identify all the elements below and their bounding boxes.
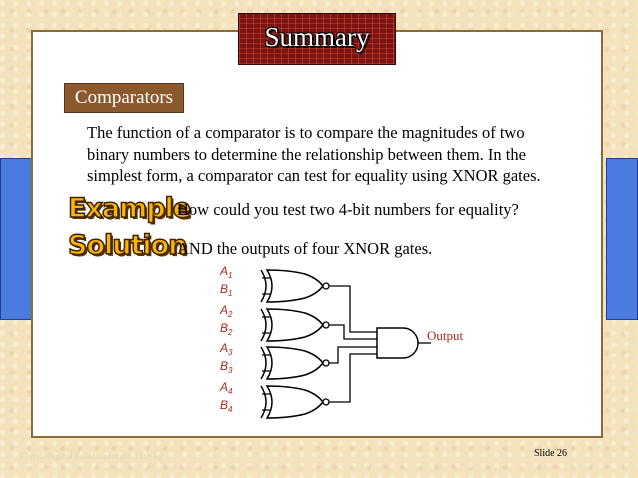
left-decor-bar [0, 158, 32, 320]
input-label-b: $B_1$ [220, 282, 233, 298]
body-line: simplest form, a comparator can test for equality using XNOR gates. [87, 166, 541, 185]
input-label-a: $A_2$ [220, 303, 233, 319]
example-badge: Example [68, 193, 191, 224]
xnor-output-bubble [323, 322, 329, 328]
input-label-b: $B_2$ [220, 321, 233, 337]
right-decor-bar [606, 158, 638, 320]
solution-answer: AND the outputs of four XNOR gates. [177, 239, 433, 258]
body-line: binary numbers to determine the relationship between them. In the [87, 144, 526, 164]
xnor-output-bubble [323, 283, 329, 289]
xnor-gate [267, 309, 323, 341]
section-tag: Comparators [64, 83, 184, 113]
input-label-b: $B_4$ [220, 398, 233, 414]
body-line: The function of a comparator is to compare the magnitudes of two [87, 123, 525, 142]
body-paragraph [87, 122, 587, 187]
input-label-a: $A_3$ [220, 341, 233, 357]
xnor-output-bubble [323, 360, 329, 366]
output-label: Output [427, 328, 464, 343]
and-gate [377, 328, 418, 358]
xnor-to-and-wire [329, 354, 377, 402]
slide-number: Slide 26 [534, 448, 568, 459]
xnor-output-bubble [323, 399, 329, 405]
example-question: How could you test two 4-bit numbers for equality? [177, 200, 519, 219]
xnor-input-arc [261, 347, 266, 379]
xnor-input-arc [261, 270, 266, 302]
xnor-comparator-diagram [205, 262, 505, 432]
footer-credit: Floyd, Digital Fundamentals, 10th ed [20, 451, 163, 461]
input-label-a: $A_4$ [220, 380, 233, 396]
input-label-a: $A_1$ [220, 264, 233, 280]
xnor-gate [267, 386, 323, 418]
xnor-to-and-wire [329, 347, 377, 363]
input-label-b: $B_3$ [220, 359, 233, 375]
slide-title: Summary [264, 22, 370, 52]
xnor-gate [267, 347, 323, 379]
xnor-input-arc [261, 309, 266, 341]
solution-badge: Solution [68, 230, 187, 261]
xnor-gate [267, 270, 323, 302]
xnor-input-arc [261, 386, 266, 418]
title-banner [238, 13, 396, 65]
